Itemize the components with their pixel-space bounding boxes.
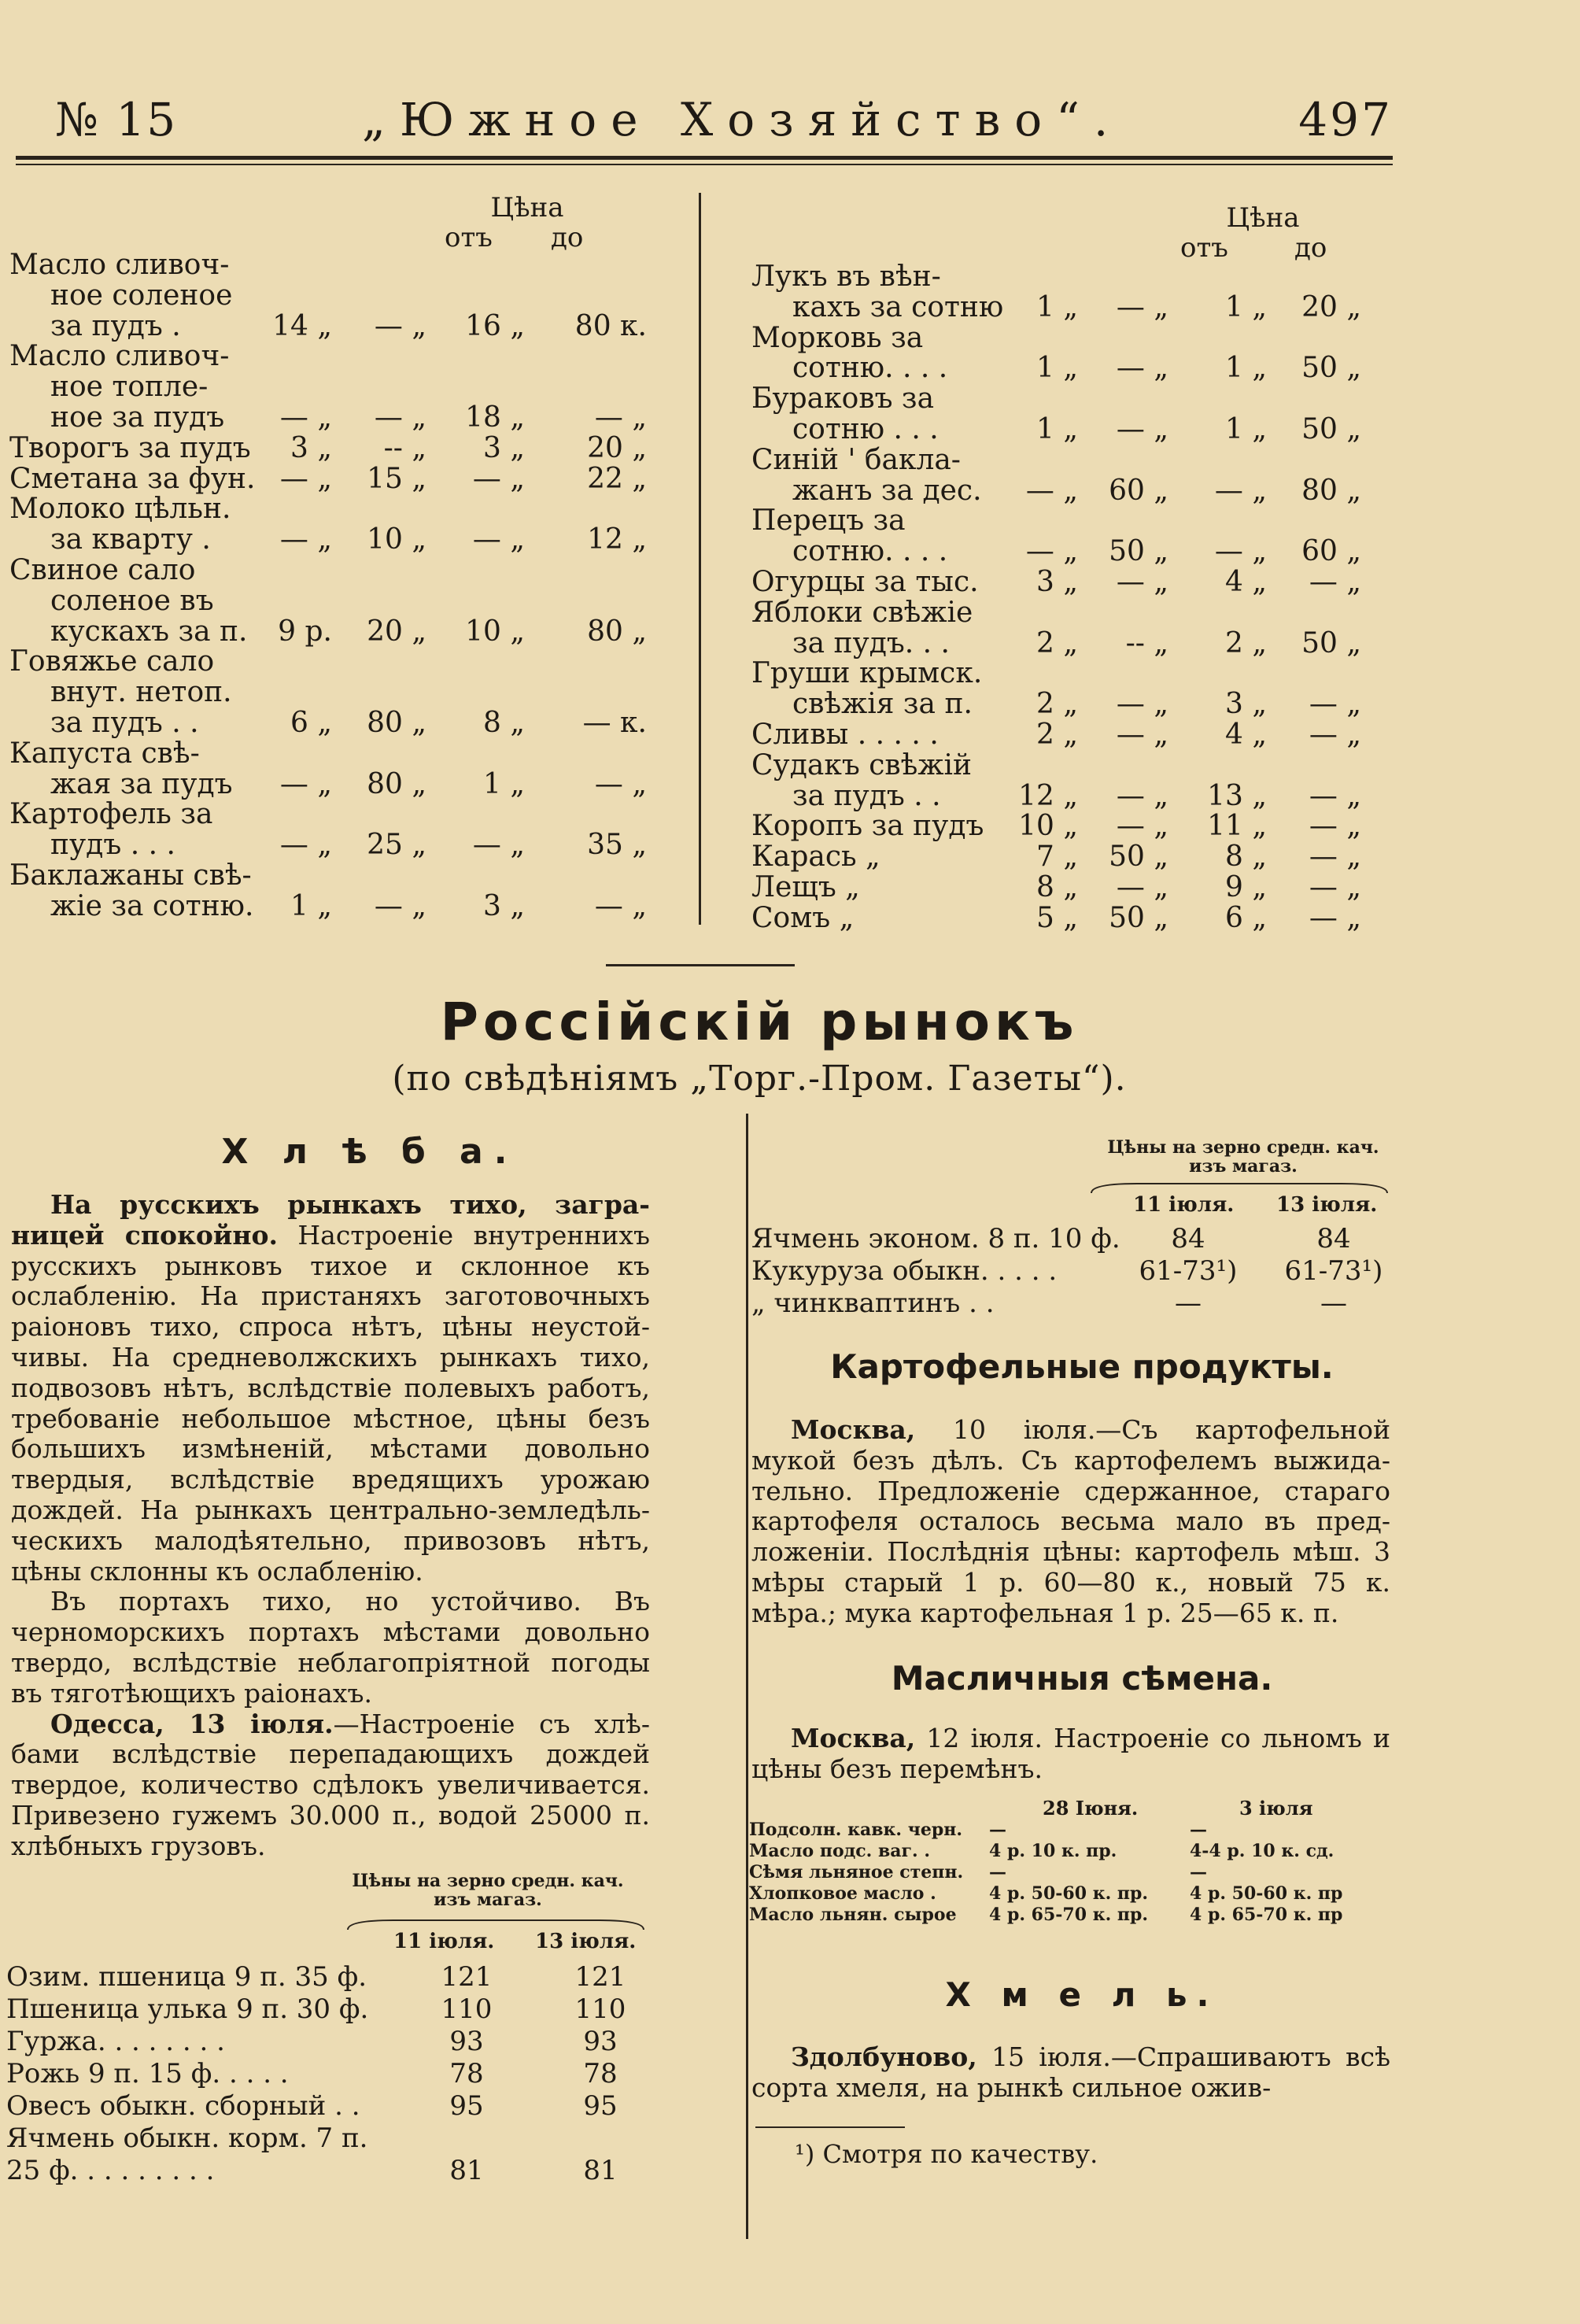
price-value: 2 „	[1036, 718, 1078, 751]
price-row	[9, 281, 694, 312]
price-row	[751, 903, 1381, 934]
seeds-value-1: 4 р. 65-70 к. пр.	[989, 1905, 1149, 1925]
market-subtitle: (по свѣдѣніямъ „Торг.-Пром. Газеты“).	[392, 1059, 1127, 1099]
price-row	[9, 525, 694, 556]
seeds-item-name: Хлопковое масло .	[749, 1883, 936, 1904]
potato-title: Картофельные продукты.	[830, 1347, 1334, 1386]
price-value: — „	[1025, 535, 1078, 568]
barley-table-head	[1086, 1138, 1401, 1176]
barley-table	[751, 1223, 1412, 1320]
header-rule-thin	[16, 164, 1393, 165]
price-value: 1 „	[1036, 412, 1078, 445]
bread-table-head-1: Цѣны на зерно средн. кач.	[352, 1871, 624, 1891]
price-row	[751, 781, 1381, 812]
price-value: 13 „	[1207, 779, 1267, 812]
price-item-name: Картофель за	[9, 798, 213, 831]
seeds-item-name: Масло льнян. сырое	[749, 1905, 957, 1925]
price-row	[9, 678, 694, 708]
price-value: — „	[279, 829, 332, 862]
price-row	[751, 626, 1381, 660]
price-value: — „	[374, 309, 426, 342]
left-do-label: до	[551, 222, 584, 253]
price-item-name: Масло сливоч-	[9, 340, 230, 373]
price-row	[9, 767, 694, 800]
right-price-table	[751, 262, 1381, 934]
price-value: — „	[1116, 565, 1168, 598]
price-item-name: Баклажаны свѣ-	[9, 859, 252, 892]
grain-item-name: Озим. пшеница 9 п. 35 ф.	[6, 1961, 367, 1993]
price-item-name: Капуста свѣ-	[9, 737, 200, 770]
price-value: — „	[472, 462, 525, 495]
bread-table-head-2: изъ магаз.	[434, 1890, 542, 1910]
price-item-name: жанъ за дес.	[792, 474, 982, 507]
price-value: — „	[1214, 474, 1267, 507]
price-value: 5 „	[1036, 901, 1078, 934]
price-item-name: Бураковъ за	[751, 382, 935, 416]
price-value: — „	[1309, 688, 1361, 721]
price-value: — „	[374, 889, 426, 922]
price-value: 50 „	[1109, 535, 1168, 568]
price-item-name: Творогъ за пудъ	[9, 431, 251, 464]
price-item-name: Сомъ „	[751, 901, 855, 934]
price-value: 80 к.	[574, 309, 647, 342]
bread-title: Х л ѣ б а.	[221, 1132, 519, 1172]
price-value: 10 „	[465, 615, 525, 648]
seeds-title: Масличныя сѣмена.	[891, 1659, 1273, 1698]
price-item-name: кахъ за сотню	[792, 290, 1004, 323]
price-row	[751, 842, 1381, 873]
price-row	[751, 476, 1381, 507]
grain-value-2: —	[1320, 1288, 1347, 1319]
right-ot-label: отъ	[1180, 232, 1228, 264]
issue-number: № 15	[55, 93, 178, 146]
price-value: — „	[1309, 870, 1361, 903]
price-value: 50 „	[1301, 352, 1361, 385]
price-row	[751, 659, 1381, 689]
price-row	[9, 431, 694, 464]
price-row	[9, 800, 694, 830]
price-item-name: жая за пудъ	[50, 767, 233, 800]
price-row	[9, 372, 694, 403]
price-value: — „	[1116, 779, 1168, 812]
seeds-row	[749, 1820, 1402, 1841]
price-value: 80 „	[1301, 474, 1361, 507]
price-value: 12 „	[1018, 779, 1078, 812]
price-value: 18 „	[465, 401, 525, 434]
price-value: — „	[1309, 901, 1361, 934]
price-value: 3 „	[1036, 565, 1078, 598]
price-value: 1 „	[1036, 290, 1078, 323]
grain-row	[6, 1961, 659, 1993]
price-row	[9, 342, 694, 372]
price-item-name: Свиное сало	[9, 553, 196, 586]
seeds-row	[749, 1841, 1402, 1862]
seeds-value-2: 4 р. 65-70 к. пр	[1190, 1905, 1343, 1925]
page-header	[55, 85, 1393, 156]
price-row	[751, 689, 1381, 720]
grain-value-1: 121	[441, 1961, 493, 1993]
price-item-name: Лещъ „	[751, 870, 860, 903]
price-value: — „	[472, 523, 525, 556]
grain-row	[751, 1255, 1412, 1288]
grain-item-name: 25 ф. . . . . . . . .	[6, 2155, 215, 2186]
price-value: 20 „	[587, 431, 647, 464]
price-item-name: Карась „	[751, 841, 880, 874]
price-value: 3 „	[483, 431, 525, 464]
grain-item-name: Ячмень обыкн. корм. 7 п.	[6, 2123, 368, 2154]
price-row	[9, 250, 694, 281]
price-value: — „	[1309, 810, 1361, 843]
price-value: 4 „	[1225, 718, 1267, 751]
price-row	[9, 494, 694, 525]
price-row	[751, 537, 1381, 567]
seeds-item-name: Масло подс. ваг. .	[749, 1841, 931, 1861]
grain-value-1: 110	[441, 1993, 493, 2025]
bread-paragraph-2: Въ портахъ тихо, но устойчиво. Въ черноморскихъ портахъ мѣстами довольно твердо, вслѣдствіе неблагопріятной погоды въ тяготѣющихъ раіонахъ.	[11, 1586, 650, 1709]
price-value: — „	[1309, 779, 1361, 812]
price-value: 10 „	[367, 523, 426, 556]
seeds-date-2: 3 іюля	[1239, 1797, 1313, 1820]
price-value: — „	[279, 523, 332, 556]
price-value: — „	[1309, 565, 1361, 598]
price-item-name: ное топле-	[50, 371, 209, 404]
price-row	[751, 412, 1381, 445]
price-value: 3 „	[1225, 688, 1267, 721]
seeds-row	[749, 1905, 1402, 1926]
price-item-name: сотню. . . .	[792, 352, 948, 385]
seeds-row	[749, 1862, 1402, 1883]
seeds-item-name: Подсолн. кавк. черн.	[749, 1820, 962, 1840]
price-row	[751, 567, 1381, 598]
price-item-name: за пудъ. . .	[792, 626, 951, 660]
price-value: 50 „	[1109, 841, 1168, 874]
price-row	[751, 506, 1381, 537]
price-value: — „	[472, 829, 525, 862]
price-value: 10 „	[1018, 810, 1078, 843]
price-row	[9, 647, 694, 678]
price-item-name: Груши крымск.	[751, 657, 983, 690]
grain-row	[6, 2090, 659, 2123]
price-value: — „	[279, 767, 332, 800]
seeds-value-2: 4 р. 50-60 к. пр	[1190, 1883, 1343, 1904]
left-cena-label: Цѣна	[490, 192, 564, 224]
price-value: 1 „	[290, 889, 332, 922]
grain-value-1: 93	[449, 2026, 484, 2057]
seeds-value-2: —	[1190, 1820, 1207, 1840]
grain-row	[751, 1288, 1412, 1320]
price-value: — „	[1116, 290, 1168, 323]
seeds-text	[751, 1724, 1390, 1785]
price-value: 60 „	[1109, 474, 1168, 507]
price-row	[751, 811, 1381, 842]
price-item-name: соленое въ	[50, 584, 214, 617]
price-item-name: пудъ . . .	[50, 829, 175, 862]
left-price-header	[445, 192, 626, 253]
price-item-name: за пудъ . .	[50, 706, 199, 739]
price-item-name: Судакъ свѣжій	[751, 748, 972, 781]
price-value: — „	[1116, 352, 1168, 385]
price-row	[751, 445, 1381, 476]
price-item-name: Сметана за фун.	[9, 462, 256, 495]
price-value: — „	[279, 401, 332, 434]
price-item-name: Коропъ за пудъ	[751, 810, 984, 843]
price-value: 3 „	[483, 889, 525, 922]
barley-date-1: 11 іюля.	[1133, 1193, 1235, 1217]
grain-value-1: 78	[449, 2058, 484, 2089]
price-item-name: Огурцы за тыс.	[751, 565, 979, 598]
price-value: 1 „	[1225, 352, 1267, 385]
grain-row	[751, 1223, 1412, 1255]
price-value: — „	[374, 401, 426, 434]
price-value: 4 „	[1225, 565, 1267, 598]
price-row	[751, 870, 1381, 903]
price-item-name: сотню . . .	[792, 412, 939, 445]
price-value: 50 „	[1301, 626, 1361, 660]
grain-row	[6, 2026, 659, 2058]
price-value: 20 „	[1301, 290, 1361, 323]
bread-paragraph-3: Одесса, 13 іюля.—Настроеніе съ хлѣ-бами вслѣдствіе перепадающихъ дождей твердое, количество сдѣлокъ увеличивается. Привезено гужемъ 30.000 п., водой 25000 п. хлѣбныхъ грузовъ.	[11, 1708, 650, 1861]
price-value: -- „	[1125, 626, 1168, 660]
price-value: 6 „	[1225, 901, 1267, 934]
grain-item-name: Пшеница улька 9 п. 30 ф.	[6, 1993, 369, 2025]
price-item-name: Сливы . . . . .	[751, 718, 939, 751]
price-value: 8 „	[1036, 870, 1078, 903]
price-value: 9 р.	[278, 615, 332, 648]
grain-value-2: 81	[583, 2155, 618, 2186]
hops-title: Х м е л ь.	[945, 1975, 1219, 2014]
seeds-item-name: Сѣмя льняное степн.	[749, 1862, 964, 1882]
price-value: 16 „	[465, 309, 525, 342]
price-value: 7 „	[1036, 841, 1078, 874]
price-row	[751, 353, 1381, 384]
price-item-name: Молоко цѣльн.	[9, 493, 231, 526]
price-value: 1 „	[1225, 290, 1267, 323]
seeds-value-1: 4 р. 50-60 к. пр.	[989, 1883, 1149, 1904]
header-rule-thick	[16, 156, 1393, 160]
bread-table-head	[338, 1871, 637, 1909]
price-item-name: свѣжія за п.	[792, 688, 973, 721]
price-value: 20 „	[367, 615, 426, 648]
bread-paragraph-1: На русскихъ рынкахъ тихо, загра-ницей спокойно. Настроеніе внутреннихъ русскихъ рынковъ тихое и склонное къ ослабленію. На пристаняхъ заготовочныхъ раіоновъ тихо, спроса нѣтъ, цѣны неустой-чивы. На средневолжскихъ рынкахъ тихо, подвозовъ нѣтъ, вслѣдствіе полевыхъ работъ, требованіе небольшое мѣстное, цѣны безъ большихъ измѣненій, мѣстами довольно твердыя, вслѣдствіе вредящихъ урожаю дождей. На рынкахъ центрально-земледѣль-ческихъ малодѣятельно, привозовъ нѣтъ, цѣны склонны къ ослабленію.	[11, 1189, 650, 1587]
price-value: — „	[1116, 412, 1168, 445]
barley-table-head-2: изъ магаз.	[1189, 1156, 1298, 1177]
price-value: 2 „	[1225, 626, 1267, 660]
price-row	[751, 290, 1381, 323]
price-item-name: Лукъ въ вѣн-	[751, 260, 941, 293]
section-rule	[606, 964, 795, 966]
price-value: 6 „	[290, 706, 332, 739]
price-item-name: Говяжье сало	[9, 645, 215, 678]
price-row	[751, 720, 1381, 751]
price-value: — „	[594, 889, 647, 922]
grain-row	[6, 2058, 659, 2090]
seeds-value-2: —	[1190, 1862, 1207, 1882]
bread-table	[6, 1961, 659, 2187]
hops-text	[751, 2042, 1390, 2104]
grain-item-name: Рожь 9 п. 15 ф. . . . .	[6, 2058, 289, 2089]
price-value: 80 „	[367, 706, 426, 739]
right-price-header	[1180, 202, 1361, 264]
price-value: 8 „	[483, 706, 525, 739]
price-row	[9, 586, 694, 617]
price-item-name: за пудъ . .	[792, 779, 941, 812]
price-value: — „	[1116, 688, 1168, 721]
grain-value-1: 61-73¹)	[1139, 1255, 1238, 1287]
price-value: — „	[1116, 810, 1168, 843]
hops-paragraph: Здолбуново, 15 іюля.—Спрашиваютъ всѣ сорта хмеля, на рынкѣ сильное ожив-	[751, 2041, 1390, 2103]
grain-row	[6, 1993, 659, 2026]
grain-value-1: 84	[1171, 1223, 1205, 1254]
price-value: 8 „	[1225, 841, 1267, 874]
top-column-divider	[699, 193, 701, 925]
grain-value-2: 110	[574, 1993, 626, 2025]
bread-text	[11, 1190, 650, 1862]
grain-item-name: „ чинкваптинъ . .	[751, 1288, 995, 1319]
grain-item-name: Кукуруза обыкн. . . . .	[751, 1255, 1058, 1287]
price-value: 9 „	[1225, 870, 1267, 903]
price-value: 50 „	[1301, 412, 1361, 445]
price-value: — „	[279, 462, 332, 495]
price-row	[9, 553, 694, 586]
grain-value-1: 81	[449, 2155, 484, 2186]
bread-date-1: 11 іюля.	[393, 1930, 495, 1953]
market-title: Россійскій рынокъ	[440, 992, 1079, 1052]
grain-row	[6, 2155, 659, 2187]
price-value: 80 „	[367, 767, 426, 800]
price-value: 2 „	[1036, 688, 1078, 721]
price-value: 25 „	[367, 829, 426, 862]
price-value: 35 „	[587, 829, 647, 862]
price-value: 60 „	[1301, 535, 1361, 568]
right-do-label: до	[1294, 232, 1327, 264]
seeds-value-1: 4 р. 10 к. пр.	[989, 1841, 1117, 1861]
seeds-row	[749, 1883, 1402, 1905]
seeds-value-1: —	[989, 1862, 1006, 1882]
price-value: — „	[1309, 718, 1361, 751]
price-item-name: Перецъ за	[751, 504, 906, 538]
price-row	[9, 309, 694, 342]
price-row	[9, 739, 694, 770]
price-item-name: Яблоки свѣжіе	[751, 596, 973, 629]
price-value: 1 „	[483, 767, 525, 800]
price-row	[9, 830, 694, 861]
grain-value-2: 84	[1316, 1223, 1351, 1254]
price-value: 50 „	[1109, 901, 1168, 934]
grain-value-2: 93	[583, 2026, 618, 2057]
grain-value-2: 95	[583, 2090, 618, 2122]
grain-value-2: 121	[574, 1961, 626, 1993]
price-row	[751, 384, 1381, 415]
price-value: — „	[1214, 535, 1267, 568]
price-row	[9, 708, 694, 739]
footnote: ¹) Смотря по качеству.	[795, 2139, 1098, 2169]
price-value: 1 „	[1036, 352, 1078, 385]
potato-paragraph: Москва, 10 іюля.—Съ картофельной мукой безъ дѣлъ. Съ картофелемъ выжида-тельно. Предложеніе сдержанное, стараго картофеля осталось весьма мало въ пред-ложеніи. Послѣднія цѣны: картофель мѣш. 3 мѣры старый 1 р. 60—80 к., новый 75 к. мѣра.; мука картофельная 1 р. 25—65 к. п.	[751, 1414, 1390, 1628]
left-price-table	[9, 250, 694, 922]
seeds-date-1: 28 Іюня.	[1043, 1797, 1139, 1820]
left-ot-label: отъ	[445, 222, 493, 253]
price-item-name: сотню. . . .	[792, 535, 948, 568]
seeds-value-2: 4-4 р. 10 к. сд.	[1190, 1841, 1335, 1861]
page-number: 497	[1298, 93, 1393, 146]
price-row	[9, 889, 694, 922]
price-item-name: ное соленое	[50, 279, 233, 312]
bread-date-2: 13 іюля.	[535, 1930, 637, 1953]
price-value: 11 „	[1207, 810, 1267, 843]
price-item-name: за кварту .	[50, 523, 211, 556]
price-row	[751, 323, 1381, 354]
price-item-name: кускахъ за п.	[50, 615, 248, 648]
price-row	[9, 403, 694, 434]
price-row	[751, 748, 1381, 781]
price-value: 1 „	[1225, 412, 1267, 445]
price-row	[9, 861, 694, 892]
grain-item-name: Овесъ обыкн. сборный . .	[6, 2090, 360, 2122]
price-value: 14 „	[272, 309, 332, 342]
price-row	[9, 617, 694, 648]
footnote-rule	[755, 2126, 905, 2128]
price-item-name: Морковь за	[751, 321, 924, 354]
price-item-name: за пудъ .	[50, 309, 181, 342]
price-item-name: ное за пудъ	[50, 401, 225, 434]
price-value: — „	[1116, 870, 1168, 903]
grain-row	[6, 2123, 659, 2155]
price-value: — „	[1025, 474, 1078, 507]
price-value: — к.	[582, 706, 647, 739]
price-row	[751, 262, 1381, 293]
grain-value-1: 95	[449, 2090, 484, 2122]
price-value: — „	[1116, 718, 1168, 751]
price-row	[9, 464, 694, 495]
price-value: -- „	[383, 431, 426, 464]
price-value: 80 „	[587, 615, 647, 648]
journal-title: „Южное Хозяйство“.	[362, 93, 1123, 146]
price-item-name: жіе за сотню.	[50, 889, 254, 922]
barley-table-head-1: Цѣны на зерно средн. кач.	[1107, 1137, 1379, 1158]
price-value: 12 „	[587, 523, 647, 556]
price-value: 3 „	[290, 431, 332, 464]
potato-text	[751, 1415, 1390, 1629]
price-value: 15 „	[367, 462, 426, 495]
seeds-value-1: —	[989, 1820, 1006, 1840]
price-row	[751, 598, 1381, 629]
grain-value-1: —	[1175, 1288, 1202, 1319]
grain-value-2: 61-73¹)	[1284, 1255, 1383, 1287]
price-item-name: Синій ' бакла-	[751, 443, 961, 476]
price-item-name: внут. нетоп.	[50, 676, 232, 709]
price-value: — „	[594, 401, 647, 434]
barley-date-2: 13 іюля.	[1276, 1193, 1378, 1217]
seeds-table	[749, 1820, 1402, 1926]
bottom-column-divider	[746, 1114, 748, 2239]
grain-item-name: Гуржа. . . . . . . .	[6, 2026, 225, 2057]
price-value: 2 „	[1036, 626, 1078, 660]
right-cena-label: Цѣна	[1226, 202, 1300, 234]
price-value: 22 „	[587, 462, 647, 495]
price-value: — „	[1309, 841, 1361, 874]
grain-item-name: Ячмень эконом. 8 п. 10 ф.	[751, 1223, 1120, 1254]
price-value: — „	[594, 767, 647, 800]
price-item-name: Масло сливоч-	[9, 249, 230, 281]
grain-value-2: 78	[583, 2058, 618, 2089]
seeds-paragraph: Москва, 12 іюля. Настроеніе со льномъ и цѣны безъ перемѣнъ.	[751, 1723, 1390, 1784]
